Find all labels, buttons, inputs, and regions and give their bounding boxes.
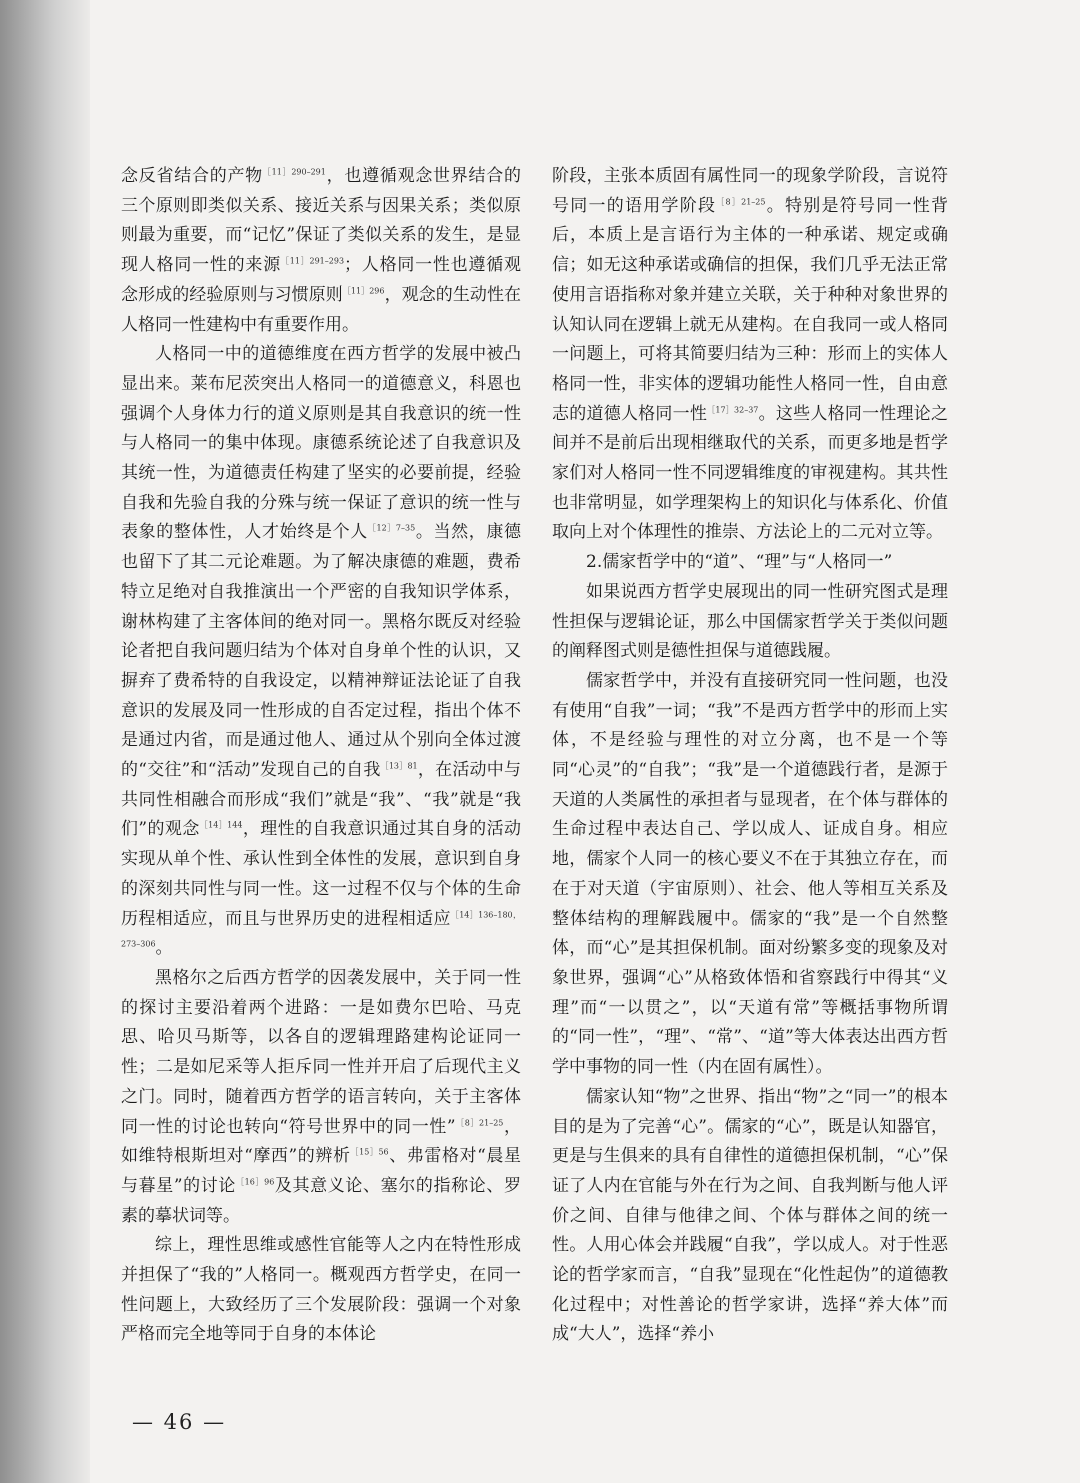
- text-span: ，在活动中与共同性相融合而形成“我们”就是“我”、“我”就是“我们”的观念: [121, 760, 522, 840]
- right-paragraph-3: 儒家哲学中，并没有直接研究同一性问题，也没有使用“自我”一词；“我”不是西方哲学中的形而上实体，不是经验与理性的对立分离，也不是一个等同“心灵”的“自我”；“我”是一个道德践行者，是源于天道的人类属性的承担者与显现者，在个体与群体的生命过程中表达自己、学以成人、证成自身。相应地，儒家个人同一的核心要义不在于其独立存在，而在于对天道（宇宙原则）、社会、他人等相互关系及整体结构的理解践履中。儒家的“我”是一个自然整体，而“心”是其担保机制。面对纷繁多变的现象及对象世界，强调“心”从格致体悟和省察践行中得其“义理”而“一以贯之”，以“天道有常”等概括事物所谓的“同一性”，“理”、“常”、“道”等大体表达出西方哲学中事物的同一性（内在固有属性）。: [552, 670, 948, 1078]
- text-span: 黑格尔之后西方哲学的因袭发展中，关于同一性的探讨主要沿着两个进路：一是如费尔巴哈、马克思、哈贝马斯等，以各自的逻辑理路建构论证同一性；二是如尼采等人拒斥同一性并开启了后现代主义之门。同时，随着西方哲学的语言转向，关于主客体同一性的讨论也转向“符号世界中的同一性”: [121, 967, 521, 1137]
- text-span: 及其意义论、塞尔的指称论、罗素的摹状词等。: [121, 1175, 522, 1226]
- text-span: 、弗雷格对“晨星与暮星”的讨论: [121, 1146, 521, 1196]
- text-span: ，如维特根斯坦对“摩西”的辨析: [121, 1116, 521, 1167]
- right-column: [552, 162, 948, 1350]
- citation: ［14］136–180，273–306: [121, 909, 522, 949]
- citation: ［8］21–25: [716, 197, 766, 207]
- citation: ［8］21–25: [455, 1117, 504, 1127]
- right-paragraph-1: [552, 162, 948, 548]
- left-paragraph-1: [121, 162, 521, 340]
- right-paragraph-2: 如果说西方哲学史展现出的同一性研究图式是理性担保与逻辑论证，那么中国儒家哲学关于类似问题的阐释图式则是德性担保与道德践履。: [552, 581, 948, 662]
- right-paragraph-4: 儒家认知“物”之世界、指出“物”之“同一”的根本目的是为了完善“心”。儒家的“心”，既是认知器官，更是与生俱来的具有自律性的道德担保机制，“心”保证了人内在官能与外在行为之间、自我判断与他人评价之间、自律与他律之间、个体与群体之间的统一性。人用心体会并践履“自我”，学以成人。对于性恶论的哲学家而言，“自我”显现在“化性起伪”的道德教化过程中；对性善论的哲学家讲，选择“养大体”而成“大人”，选择“养小: [552, 1086, 948, 1345]
- section-heading: 2.儒家哲学中的“道”、“理”与“人格同一”: [586, 552, 893, 573]
- citation: ［12］7–35: [367, 523, 416, 533]
- text-span: 念反省结合的产物: [121, 166, 263, 186]
- citation: ［11］290–291: [262, 167, 326, 177]
- citation: ［13］81: [380, 761, 418, 771]
- citation: ［17］32–37: [707, 404, 759, 414]
- text-span: ，理性的自我意识通过其自身的活动实现从单个性、承认性到全体性的发展，意识到自身的深刻共同性与同一性。这一过程不仅与个体的生命历程相适应，而且与世界历史的进程相适应: [121, 819, 521, 929]
- text-span: ，也遵循观念世界结合的三个原则即类似关系、接近关系与因果关系；类似原则最为重要，而“记忆”保证了类似关系的发生，是显现人格同一性的来源: [121, 166, 522, 276]
- text-span: 阶段，主张本质固有属性同一的现象学阶段，言说符号同一的语用学阶段: [552, 166, 948, 216]
- text-span: ；人格同一性也遵循观念形成的经验原则与习惯原则: [121, 255, 522, 305]
- text-span: 。当然，康德也留下了其二元论难题。为了解决康德的难题，费希特立足绝对自我推演出一个严密的自我知识学体系，谢林构建了主客体间的绝对同一。黑格尔既反对经验论者把自我问题归结为个体对自身单个性的认识，又摒弃了费希特的自我设定，以精神辩证法论证了自我意识的发展及同一性形成的自否定过程，指出个体不是通过内省，而是通过他人、通过从个别向全体过渡的“交往”和“活动”发现自己的自我: [121, 522, 522, 781]
- citation: ［14］144: [199, 820, 243, 830]
- text-span: 人格同一中的道德维度在西方哲学的发展中被凸显出来。莱布尼茨突出人格同一的道德意义，科恩也强调个人身体力行的道义原则是其自我意识的统一性与人格同一的集中体现。康德系统论述了自我意识及其统一性，为道德责任构建了坚实的必要前提，经验自我和先验自我的分殊与统一保证了意识的统一性与表象的整体性，人才始终是个人: [121, 344, 521, 543]
- text-span: 。这些人格同一性理论之间并不是前后出现相继取代的关系，而更多地是哲学家们对人格同一性不同逻辑维度的审视建构。其共性也非常明显，如学理架构上的知识化与体系化、价值取向上对个体理性的推崇、方法论上的二元对立等。: [552, 403, 949, 543]
- citation: ［16］96: [236, 1177, 275, 1187]
- left-paragraph-4: 综上，理性思维或感性官能等人之内在特性形成并担保了“我的”人格同一。概观西方哲学史，在同一性问题上，大致经历了三个发展阶段：强调一个对象严格而完全地等同于自身的本体论: [121, 1235, 521, 1345]
- page-number: — 46 —: [132, 1410, 227, 1434]
- left-paragraph-3: [121, 964, 521, 1231]
- citation: ［11］291–293: [280, 256, 345, 266]
- left-paragraph-2: [121, 340, 521, 964]
- left-column: [121, 162, 521, 1350]
- text-span: 。: [155, 938, 173, 959]
- text-span: 。特别是符号同一性背后，本质上是言语行为主体的一种承诺、规定或确信；如无这种承诺或确信的担保，我们几乎无法正常使用言语指称对象并建立关联，关于种种对象世界的认知认同在逻辑上就无从建构。在自我同一或人格同一问题上，可将其简要归结为三种：形而上的实体人格同一性，非实体的逻辑功能性人格同一性，自由意志的道德人格同一性: [552, 195, 949, 424]
- citation: ［11］296: [342, 286, 385, 296]
- text-span: ，观念的生动性在人格同一性建构中有重要作用。: [121, 284, 522, 335]
- page-binding-shadow: [0, 0, 90, 1483]
- citation: ［15］56: [350, 1147, 389, 1157]
